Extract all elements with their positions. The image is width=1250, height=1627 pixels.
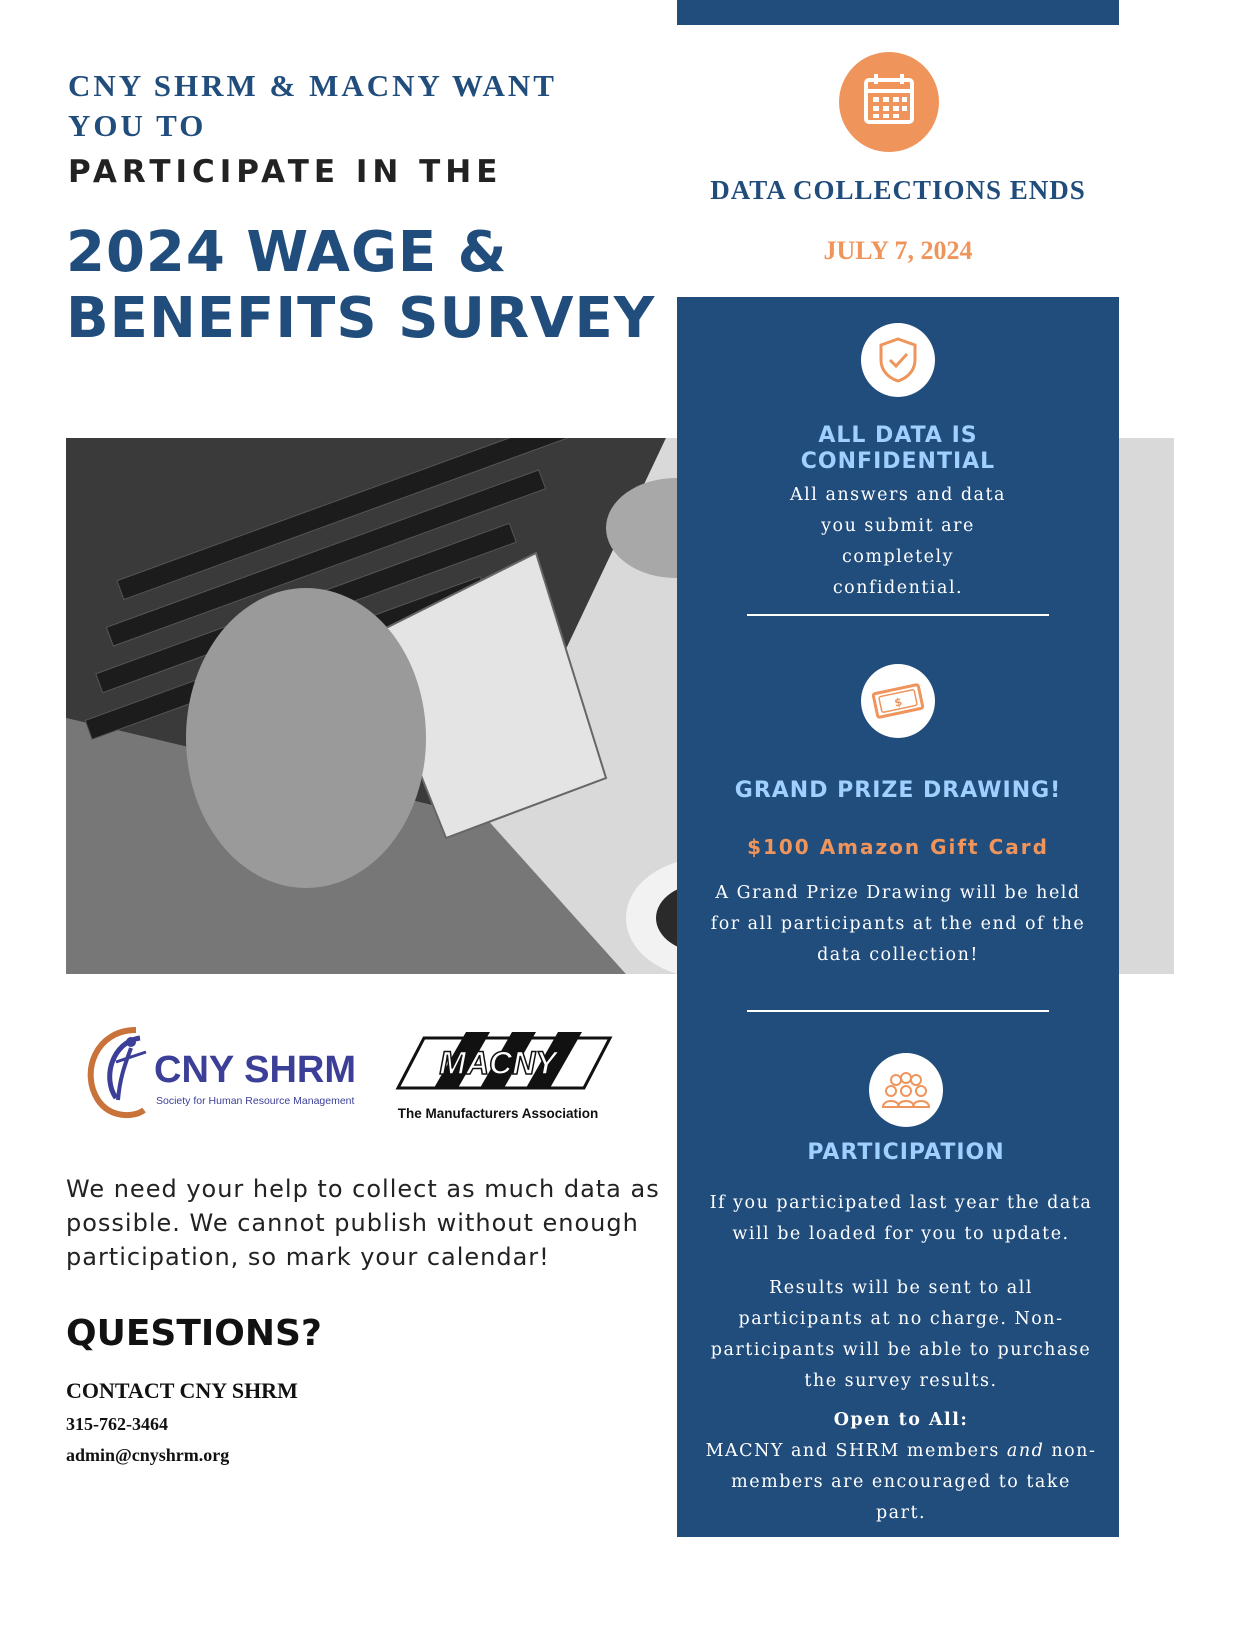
contact-label: CONTACT CNY SHRM [66, 1378, 298, 1403]
survey-title [66, 220, 655, 352]
shrm-tagline: Society for Human Resource Management [156, 1095, 355, 1107]
calendar-icon [839, 52, 939, 152]
info-panel [677, 297, 1119, 1537]
participation-text-1: If you participated last year the data will be loaded for you to update. [709, 1193, 1093, 1244]
deadline-label: DATA COLLECTIONS ENDS [710, 175, 1086, 205]
divider [747, 614, 1049, 616]
open-text-b: non-members are encouraged to take part. [731, 1441, 1097, 1523]
shrm-name: CNY SHRM [154, 1049, 356, 1091]
title-line-2: BENEFITS SURVEY [66, 286, 656, 351]
contact-phone[interactable]: 315-762-3464 [66, 1414, 168, 1434]
open-text-a: MACNY and SHRM members [705, 1441, 1007, 1461]
title-line-1: 2024 WAGE & [66, 220, 508, 285]
open-text-and: and [1006, 1441, 1045, 1461]
participation-text-2: Results will be sent to all participants at no charge. Non-participants will be able to purchase the survey results. [710, 1278, 1092, 1391]
call-to-action-text: We need your help to collect as much data as possible. We cannot publish without enough participation, so mark your calendar! [66, 1175, 660, 1271]
deadline-date: JULY 7, 2024 [823, 236, 973, 265]
open-to-all-label: Open to All: [833, 1410, 969, 1430]
confidential-heading [677, 423, 1119, 475]
contact-email[interactable]: admin@cnyshrm.org [66, 1445, 230, 1465]
prize-text: A Grand Prize Drawing will be held for all participants at the end of the data collection! [710, 883, 1086, 965]
participation-heading: PARTICIPATION [807, 1140, 1005, 1165]
open-to-all-text [705, 1436, 1097, 1529]
top-accent-bar [677, 0, 1119, 25]
confidential-heading-line-2: CONFIDENTIAL [800, 449, 996, 474]
cny-shrm-logo [76, 1022, 356, 1122]
macny-tagline: The Manufacturers Association [397, 1106, 599, 1121]
group-icon [869, 1053, 943, 1127]
questions-heading: QUESTIONS? [66, 1313, 322, 1354]
money-bill-icon [861, 664, 935, 738]
svg-text:$: $ [893, 695, 904, 710]
macny-name: MACNY [439, 1045, 557, 1081]
prize-amount: $100 Amazon Gift Card [747, 835, 1049, 859]
kicker-text: CNY SHRM & MACNY WANT YOU TO [68, 68, 557, 143]
shield-check-icon [861, 323, 935, 397]
confidential-heading-line-1: ALL DATA IS [818, 423, 978, 448]
prize-heading: GRAND PRIZE DRAWING! [734, 778, 1062, 803]
divider [747, 1010, 1049, 1012]
macny-logo [394, 1028, 626, 1128]
confidential-text: All answers and data you submit are completely confidential. [790, 485, 1006, 598]
subtitle-text: PARTICIPATE IN THE [68, 154, 503, 190]
